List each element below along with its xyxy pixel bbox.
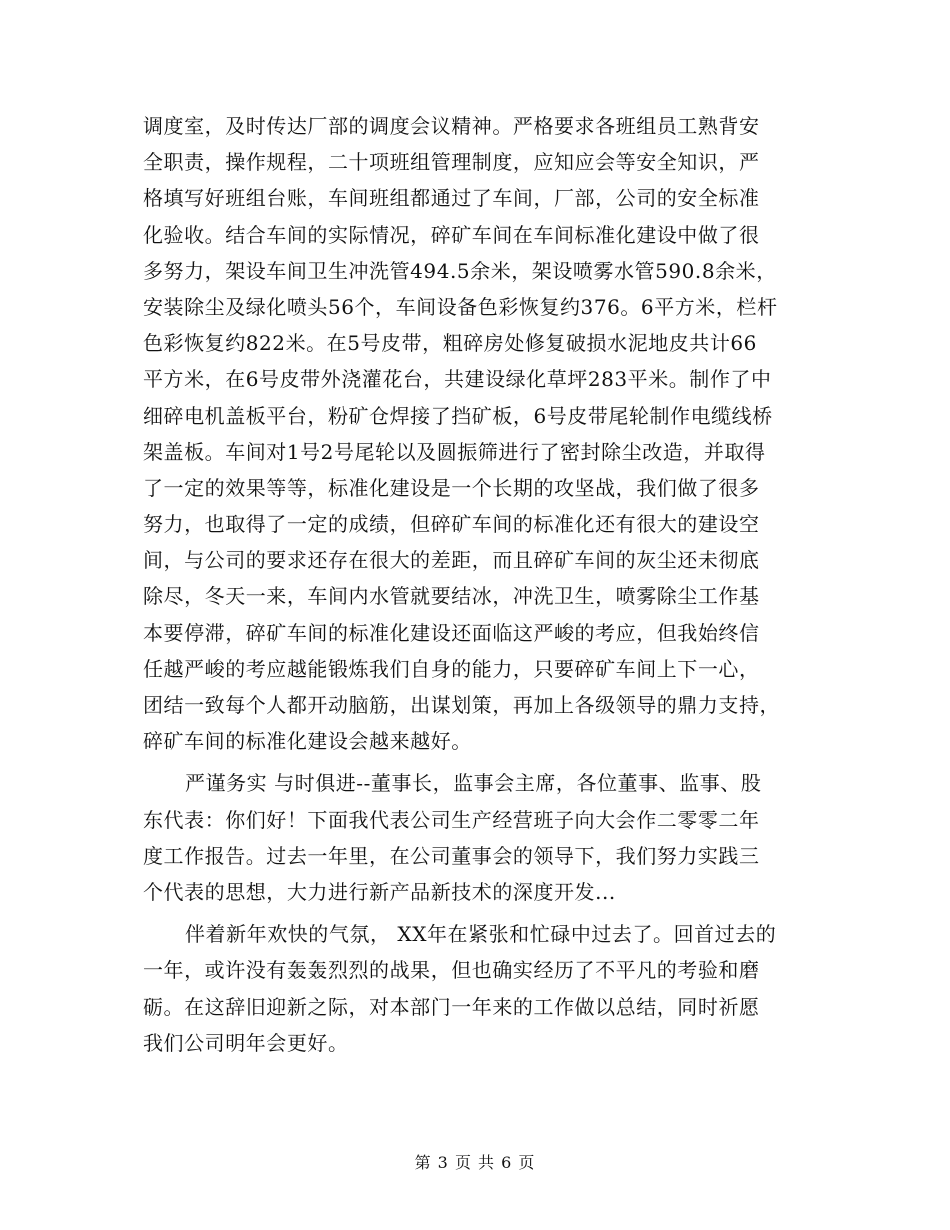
text-line: 架盖板。车间对1号2号尾轮以及圆振筛进行了密封除尘改造，并取得 bbox=[143, 439, 766, 464]
text-line: 本要停滞，碎矿车间的标准化建设还面临这严峻的考应，但我始终信 bbox=[143, 620, 760, 645]
paragraph-2 bbox=[143, 765, 807, 910]
paragraph-1 bbox=[143, 108, 807, 759]
page-footer: 第 3 页 共 6 页 bbox=[414, 1153, 536, 1172]
text-line: 格填写好班组台账，车间班组都通过了车间，厂部，公司的安全标准 bbox=[143, 186, 760, 211]
text-line-indented: 伴着新年欢快的气氛， XX年在紧张和忙碌中过去了。回首过去的 bbox=[185, 922, 777, 947]
text-line: 平方米，在6号皮带外浇灌花台，共建设绿化草坪283平米。制作了中 bbox=[143, 367, 772, 392]
text-line: 度工作报告。过去一年里，在公司董事会的领导下，我们努力实践三 bbox=[143, 843, 760, 868]
text-line: 我们公司明年会更好。 bbox=[143, 1030, 349, 1055]
text-line: 努力，也取得了一定的成绩，但碎矿车间的标准化还有很大的建设空 bbox=[143, 512, 760, 537]
text-line: 细碎电机盖板平台，粉矿仓焊接了挡矿板，6号皮带尾轮制作电缆线桥 bbox=[143, 403, 773, 428]
text-line: 任越严峻的考应越能锻炼我们自身的能力，只要碎矿车间上下一心， bbox=[143, 656, 760, 681]
text-line: 个代表的思想，大力进行新产品新技术的深度开发... bbox=[143, 879, 616, 904]
paragraph-3 bbox=[143, 916, 807, 1061]
text-line: 砺。在这辞旧迎新之际，对本部门一年来的工作做以总结，同时祈愿 bbox=[143, 994, 760, 1019]
text-line: 多努力，架设车间卫生冲洗管494.5余米，架设喷雾水管590.8余米， bbox=[143, 258, 777, 283]
text-line: 碎矿车间的标准化建设会越来越好。 bbox=[143, 729, 472, 754]
document-body bbox=[143, 108, 807, 1061]
text-line: 除尽，冬天一来，车间内水管就要结冰，冲洗卫生，喷雾除尘工作基 bbox=[143, 584, 760, 609]
text-line: 安装除尘及绿化喷头56个，车间设备色彩恢复约376。6平方米，栏杆 bbox=[143, 294, 778, 319]
text-line: 了一定的效果等等，标准化建设是一个长期的攻坚战，我们做了很多 bbox=[143, 475, 760, 500]
text-line: 间，与公司的要求还存在很大的差距，而且碎矿车间的灰尘还未彻底 bbox=[143, 548, 760, 573]
text-line: 色彩恢复约822米。在5号皮带，粗碎房处修复破损水泥地皮共计66 bbox=[143, 331, 757, 356]
text-line: 团结一致每个人都开动脑筋，出谋划策，再加上各级领导的鼎力支持， bbox=[143, 693, 781, 717]
text-line-indented: 严谨务实 与时俱进--董事长，监事会主席，各位董事、监事、股 bbox=[185, 771, 762, 796]
text-line: 化验收。结合车间的实际情况，碎矿车间在车间标准化建设中做了很 bbox=[143, 222, 760, 247]
text-line: 全职责，操作规程，二十项班组管理制度，应知应会等安全知识，严 bbox=[143, 150, 760, 175]
text-line: 东代表：你们好！下面我代表公司生产经营班子向大会作二零零二年 bbox=[143, 807, 760, 832]
text-line: 一年，或许没有轰轰烈烈的战果，但也确实经历了不平凡的考验和磨 bbox=[143, 958, 760, 983]
text-line: 调度室，及时传达厂部的调度会议精神。严格要求各班组员工熟背安 bbox=[143, 114, 760, 138]
